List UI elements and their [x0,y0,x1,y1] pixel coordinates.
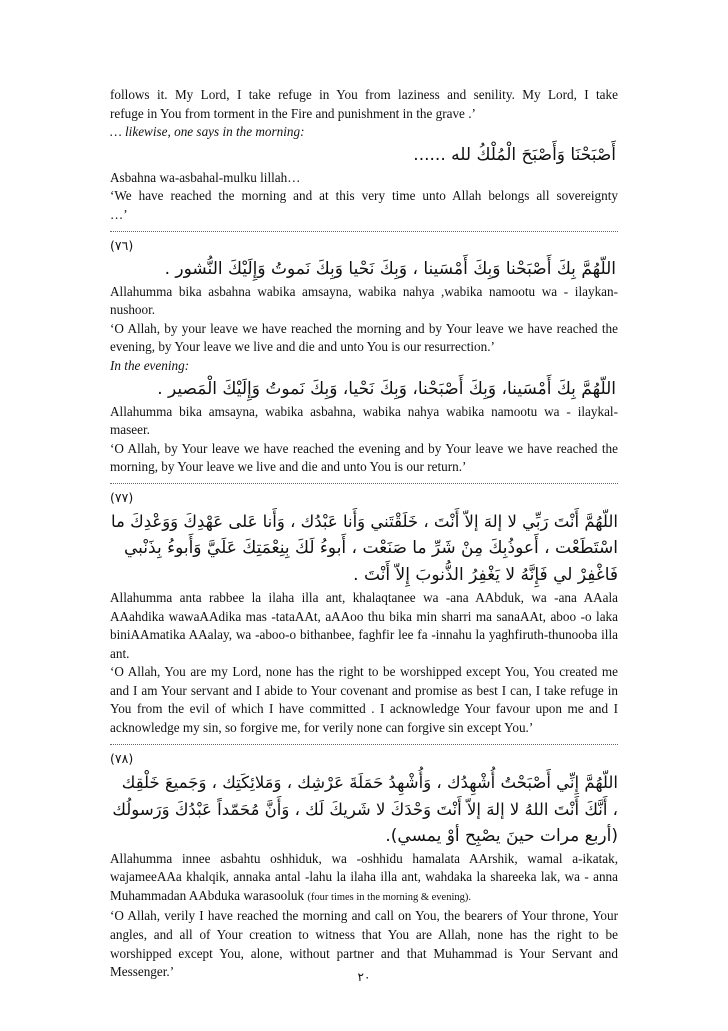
transliteration-77: Allahumma anta rabbee la ilaha illa ant, khalaqtanee wa -ana AAbduk, wa -ana AAala AAahdika wawaAAdika mas -tataAAt, aAAoo thu bika min sharri ma sanaAAt, aboo -o laka biniAAmatika AAalay, wa -aboo-o bithanbee, faghfir lee fa -innahu la yaghfiruth-thunooba illa ant. [110,589,618,661]
page-number: ٢٠ [357,970,371,984]
transliteration-78 [110,850,618,908]
transliteration-78-text: Allahumma innee asbahtu oshhiduk, wa -oshhidu hamalata AArshik, wamal a-ikatak, wajameeAAa khalqik, annaka antal -lahu la ilaha illa ant, wahdaka la shareeka lak, wa - anna Muhammadan AAbduka warasooluk [110,850,618,903]
transliteration-sovereignty: Asbahna wa-asbahal-mulku lillah… [110,169,301,185]
repetition-note: (four times in the morning & evening). [307,891,471,903]
document-page [110,86,618,982]
section-number-77: (٧٧) [110,489,134,505]
arabic-dua-78-line-1: اللّهُمَّ إِنِّي أَصْبَحْتُ أُشْهِدُك ، وَأُشْهِدُ حَمَلَةَ عَرْشِك ، وَمَلائِكَتِك ، وَجَميعَ خَلْقِك [121,772,618,792]
arabic-dua-77-line-1: اللّهُمَّ أَنْتَ رَبِّي لا إلهَ إلاّ أَنْتَ ، خَلَقْتَني وَأَنا عَبْدُك ، وَأَنا عَلى عَهْدِكَ وَوَعْدِكَ ما [111,511,618,531]
section-number-78: (٧٨) [110,750,134,766]
arabic-dua-77-line-3: فَاغْفِرْ لي فَإِنَّهُ لا يَغْفِرُ الذُّنوبَ إِلاّ أَنْتَ . [353,564,618,585]
continued-text-line-1: follows it. My Lord, I take refuge in You from laziness and senility. My Lord, I take [110,87,618,102]
translation-sovereignty-1: ‘We have reached the morning and at this very time unto Allah belongs all sovereignty [110,188,618,204]
arabic-dua-77-line-2: اسْتَطَعْت ، أَعوذُبِكَ مِنْ شَرِّ ما صَنَعْت ، أَبوءُ لَكَ بِنِعْمَتِكَ عَلَيَّ وَأَبوءُ بِذَنْبي [123,537,618,558]
translation-78: ‘O Allah, verily I have reached the morning and call on You, the bearers of Your throne, Your angles, and all of Your creation to witness that You are Allah, none has the right to be worshipped except You, alone, without partner and that Muhammad is Your Servant and Messenger.’ [110,908,618,980]
transliteration-76-morning: Allahumma bika asbahna wabika amsayna, wabika nahya ,wabika namootu wa - ilaykan-nushoor. [110,283,618,318]
transliteration-76-evening: Allahumma bika amsayna, wabika asbahna, wabika nahya wabika namootu wa - ilaykal-maseer. [110,403,618,438]
translation-76-morning: ‘O Allah, by your leave we have reached the morning and by Your leave we have reached the evening, by Your leave we live and die and unto You is our resurrection.’ [110,320,618,355]
morning-intro: … likewise, one says in the morning: [110,124,305,140]
section-number-76: (٧٦) [110,237,134,253]
section-divider [110,231,618,232]
section-divider [110,483,618,484]
translation-77: ‘O Allah, You are my Lord, none has the right to be worshipped except You, You created me and I am Your servant and I abide to Your covenant and promise as best I can, I take refuge in You from the evil of which I have committed . I acknowledge Your favour upon me and I acknowledge my sin, so forgive me, for verily none can forgive sin except You.’ [110,664,618,736]
arabic-dua-78-line-3: (أربع مرات حينَ يصْبِح أوْ يمسي). [385,825,618,846]
translation-76-evening: ‘O Allah, by Your leave we have reached the evening and by Your leave we have reached the morning, by Your leave we live and die and unto You is our return.’ [110,440,618,475]
arabic-dua-78-line-2: ، أَنَّكَ أَنْتَ اللهُ لا إلهَ إلاّ أَنْتَ وَحْدَكَ لا شَريكَ لَك ، وَأَنَّ مُحَمّداً عَبْدُكَ وَرَسولُك [112,799,618,819]
arabic-dua-76-evening: اللّهُمَّ بِكَ أَمْسَينا، وَبِكَ أَصْبَحْنا، وَبِكَ نَحْيا، وَبِكَ نَموتُ وَإِلَيْكَ الْمَصير . [157,378,616,399]
arabic-dua-76-morning: اللّهُمَّ بِكَ أَصْبَحْنا وَبِكَ أَمْسَينا ، وَبِكَ نَحْيا وَبِكَ نَموتُ وَإِلَيْكَ النُّشور . [164,258,616,279]
translation-sovereignty-2: …’ [110,206,128,222]
arabic-morning-sovereignty: أَصْبَحْنَا وَأَصْبَحَ الْمُلْكُ لله ...... [413,144,616,165]
continued-text-line-2: refuge in You from torment in the Fire and punishment in the grave .’ [110,105,476,121]
evening-label: In the evening: [110,357,190,373]
section-divider [110,744,618,745]
